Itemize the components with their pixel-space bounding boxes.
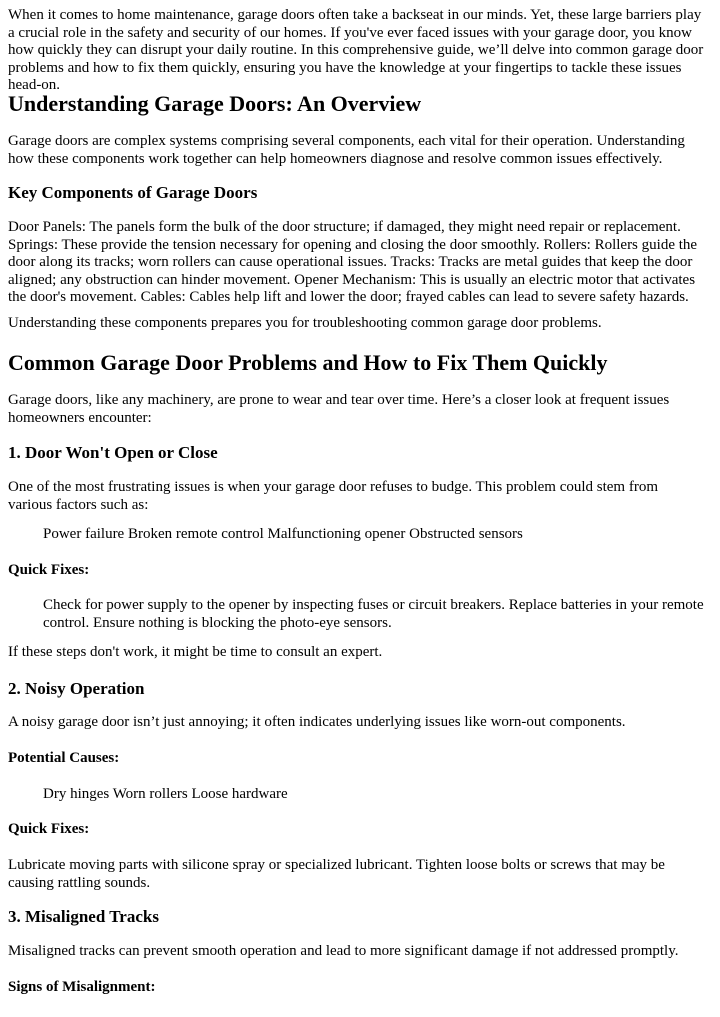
components-paragraph: Door Panels: The panels form the bulk of the door structure; if damaged, they might need repair or replacement. Springs: These provide the tension necessary for opening and closing the door smoothly. Rollers: Rollers guide the door along its tracks; worn rollers can cause operational issues. Tracks: Tracks are metal guides that keep the door aligned; any obstruction can hinder movement. Opener Mechanism: This is usually an electric motor that activates the door's movement. Cables: Cables help lift and lower the door; frayed cables can lead to severe safety hazards. bbox=[8, 219, 698, 305]
components-closing-paragraph: Understanding these components prepares you for troubleshooting common garage door problems. bbox=[8, 315, 602, 331]
problem-heading-door-wont-open: 1. Door Won't Open or Close bbox=[8, 443, 218, 462]
problem-heading-misaligned-tracks: 3. Misaligned Tracks bbox=[8, 907, 159, 926]
overview-paragraph: Garage doors are complex systems comprising several components, each vital for their operation. Understanding how these components work together can help homeowners diagnose and resolve common issues effectively. bbox=[8, 133, 685, 167]
quick-fixes-label: Quick Fixes: bbox=[8, 821, 90, 837]
subheading-key-components: Key Components of Garage Doors bbox=[8, 183, 258, 202]
common-problems-paragraph: Garage doors, like any machinery, are prone to wear and tear over time. Here’s a closer look at frequent issues homeowners encounter: bbox=[8, 392, 670, 426]
noisy-operation-fixes: Lubricate moving parts with silicone spray or specialized lubricant. Tighten loose bolts or screws that may be causing rattling sounds. bbox=[8, 857, 665, 891]
problem-heading-noisy-operation: 2. Noisy Operation bbox=[8, 679, 145, 698]
quick-fixes-label: Quick Fixes: bbox=[8, 562, 90, 578]
signs-of-misalignment-label: Signs of Misalignment: bbox=[8, 979, 156, 995]
intro-paragraph: When it comes to home maintenance, garage doors often take a backseat in our minds. Yet, these large barriers play a crucial role in the safety and security of our homes. If you've ever faced issues with your garage door, you know how quickly they can disrupt your daily routine. In this comprehensive guide, we’ll delve into common garage door problems and how to fix them quickly, ensuring you have the knowledge at your fingertips to tackle these issues head-on. bbox=[8, 7, 704, 93]
door-wont-open-closing: If these steps don't work, it might be time to consult an expert. bbox=[8, 644, 383, 660]
noisy-operation-causes: Dry hinges Worn rollers Loose hardware bbox=[43, 786, 288, 802]
misaligned-tracks-paragraph: Misaligned tracks can prevent smooth operation and lead to more significant damage if not addressed promptly. bbox=[8, 943, 679, 959]
door-wont-open-paragraph: One of the most frustrating issues is when your garage door refuses to budge. This problem could stem from various factors such as: bbox=[8, 479, 659, 513]
door-wont-open-fixes: Check for power supply to the opener by inspecting fuses or circuit breakers. Replace batteries in your remote control. Ensure nothing is blocking the photo-eye sensors. bbox=[43, 597, 704, 631]
potential-causes-label: Potential Causes: bbox=[8, 750, 120, 766]
section-heading-overview: Understanding Garage Doors: An Overview bbox=[8, 91, 422, 116]
door-wont-open-causes: Power failure Broken remote control Malfunctioning opener Obstructed sensors bbox=[43, 526, 523, 542]
section-heading-common-problems: Common Garage Door Problems and How to Fix Them Quickly bbox=[8, 350, 608, 375]
noisy-operation-paragraph: A noisy garage door isn’t just annoying; it often indicates underlying issues like worn-out components. bbox=[8, 714, 626, 730]
